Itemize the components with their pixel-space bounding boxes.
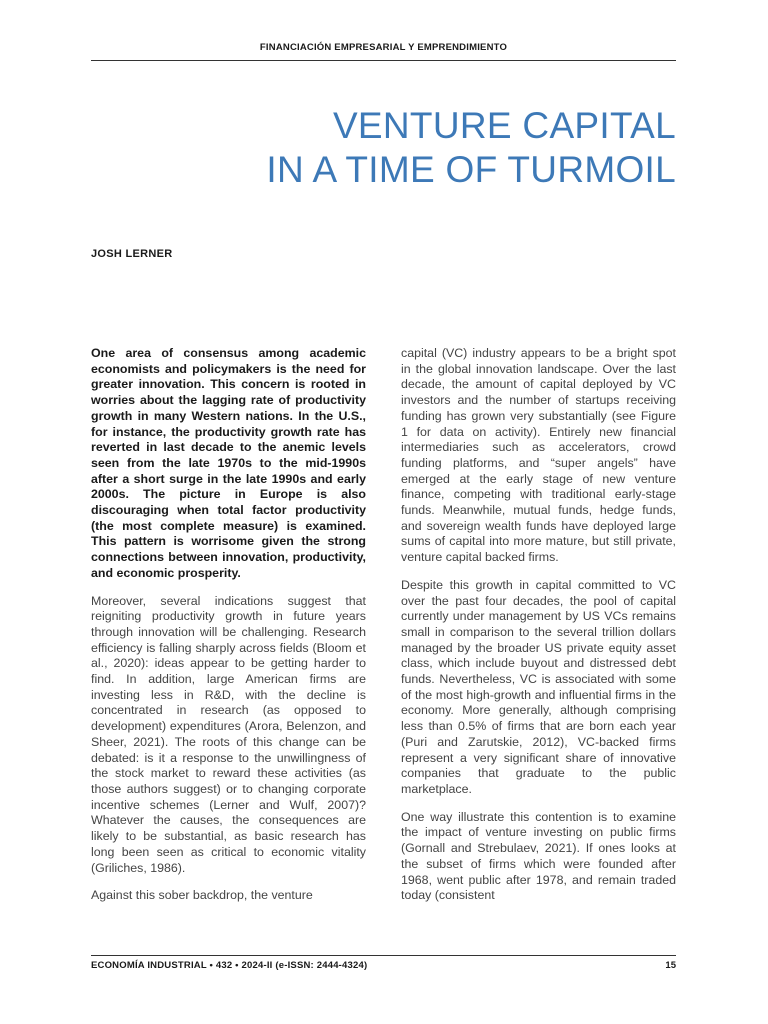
body-paragraph: capital (VC) industry appears to be a bright spot in the global innovation landscape. Over the last decade, the amount of capital deployed by VC investors and the number of startups receiving funding has grown very substantially (see Figure 1 for data on activity). Entirely new financial intermediaries such as accelerators, crowd funding platforms, and “super angels” have emerged at the early stage of new venture finance, competing with traditional early-stage funds. Meanwhile, mutual funds, hedge funds, and sovereign wealth funds have deployed large sums of capital into more mature, but still private, venture capital backed firms. bbox=[401, 346, 676, 565]
footer-divider bbox=[91, 955, 676, 956]
author-name: JOSH LERNER bbox=[91, 248, 173, 260]
running-head: FINANCIACIÓN EMPRESARIAL Y EMPRENDIMIENTO bbox=[259, 42, 508, 53]
article-title-line-1: VENTURE CAPITAL bbox=[332, 105, 676, 146]
left-column bbox=[91, 346, 366, 916]
right-column bbox=[401, 346, 676, 916]
header-divider bbox=[91, 60, 676, 61]
journal-citation: ECONOMÍA INDUSTRIAL • 432 • 2024-II (e-ISSN: 2444-4324) bbox=[91, 960, 368, 971]
lead-paragraph: One area of consensus among academic economists and policymakers is the need for greater innovation. This concern is rooted in worries about the lagging rate of productivity growth in many Western nations. In the U.S., for instance, the productivity growth rate has reverted in last decade to the anemic levels seen from the late 1970s to the mid-1990s after a short surge in the late 1990s and early 2000s. The picture in Europe is also discouraging when total factor productivity (the most complete measure) is examined. This pattern is worrisome given the strong connections between innovation, productivity, and economic prosperity. bbox=[91, 346, 366, 580]
body-paragraph: Moreover, several indications suggest that reigniting productivity growth in future years through innovation will be challenging. Research efficiency is falling sharply across fields (Bloom et al., 2020): ideas appear to be getting harder to find. In addition, large American firms are investing less in R&D, with the decline is concentrated in research (as opposed to development) expenditures (Arora, Belenzon, and Sheer, 2021). The roots of this change can be debated: is it a response to the unwillingness of the stock market to reward these activities (as those authors suggest) or to changing corporate incentive schemes (Lerner and Wulf, 2007)? Whatever the causes, the consequences are likely to be substantial, as basic research has long been seen as critical to economic vitality (Griliches, 1986). bbox=[91, 593, 366, 875]
body-paragraph: One way illustrate this contention is to examine the impact of venture investing on public firms (Gornall and Strebulaev, 2021). If ones looks at the subset of firms which were founded after 1968, went public after 1978, and remain traded today (consistent bbox=[401, 809, 676, 903]
page-number: 15 bbox=[665, 960, 676, 971]
article-title bbox=[266, 104, 676, 192]
body-paragraph: Against this sober backdrop, the venture bbox=[91, 888, 313, 903]
article-title-line-2: IN A TIME OF TURMOIL bbox=[266, 149, 676, 190]
body-paragraph: Despite this growth in capital committed to VC over the past four decades, the pool of capital currently under management by US VCs remains small in comparison to the several trillion dollars managed by the broader US private equity asset class, which include buyout and distressed debt funds. Nevertheless, VC is associated with some of the most high-growth and influential firms in the economy. More generally, although comprising less than 0.5% of firms that are born each year (Puri and Zarutskie, 2012), VC-backed firms represent a very significant share of innovative companies that graduate to the public marketplace. bbox=[401, 577, 676, 796]
